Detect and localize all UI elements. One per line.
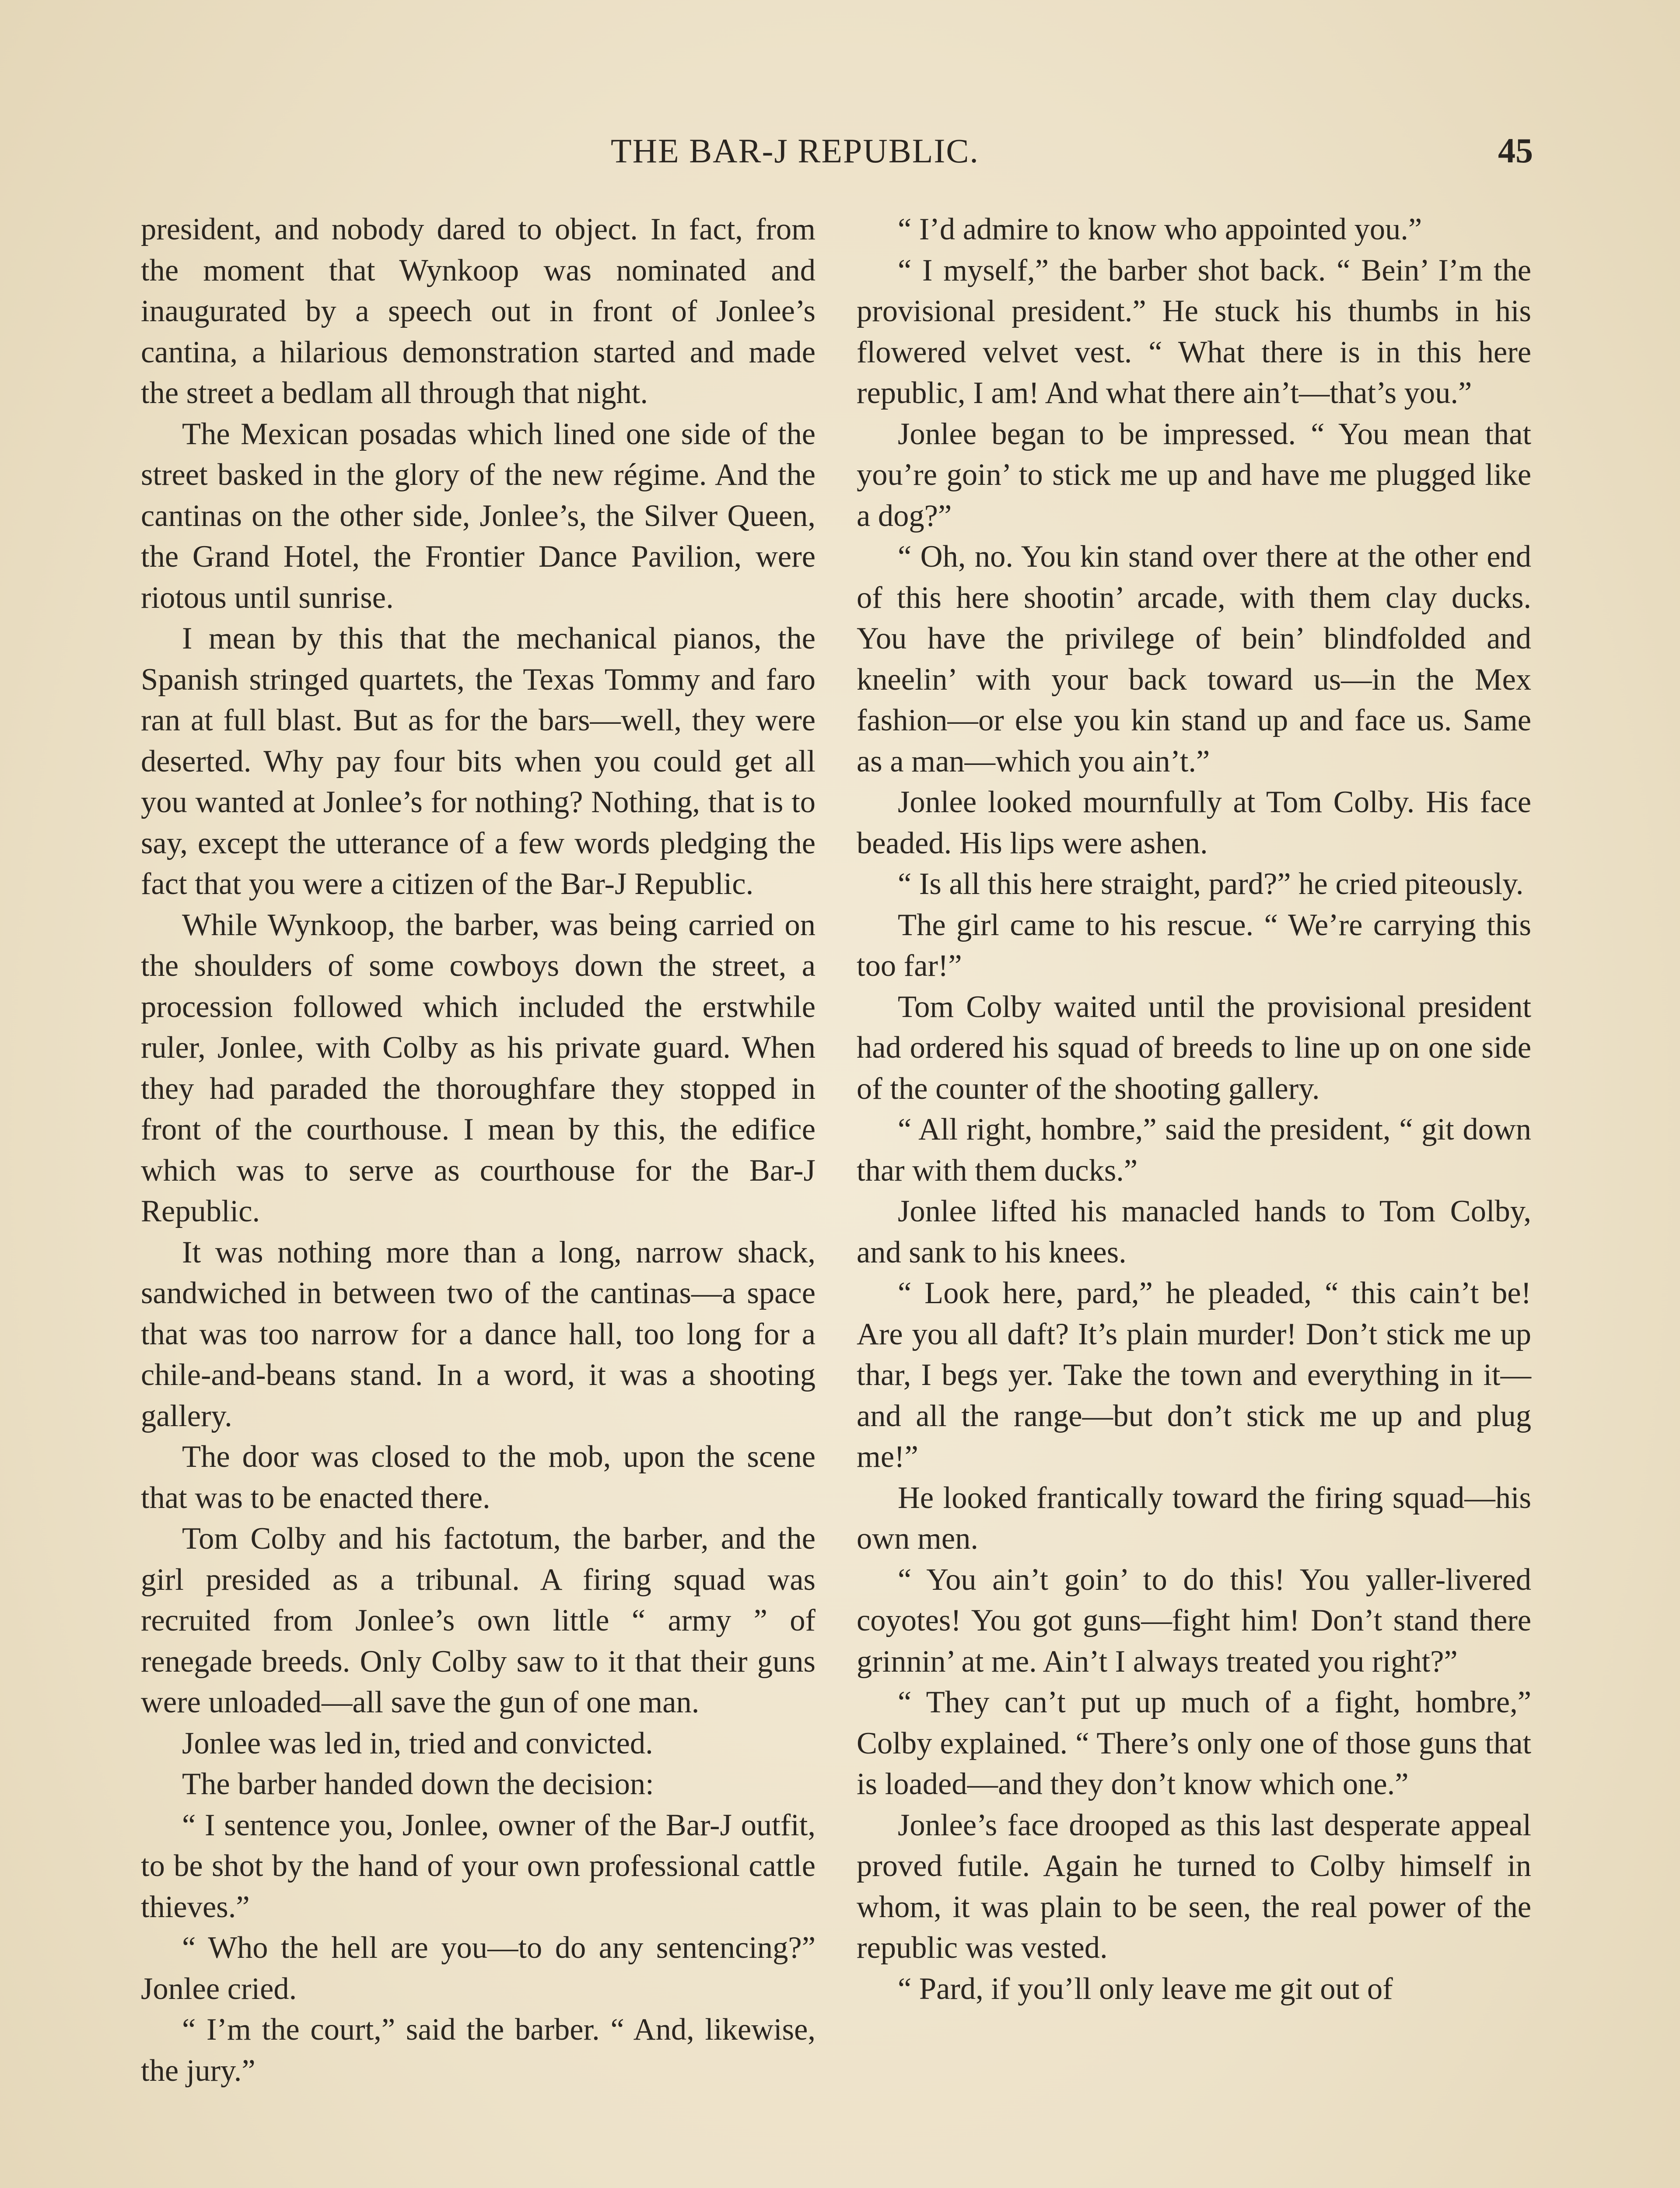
left-column-paragraph: “ I sentence you, Jonlee, owner of the Bar-J outfit, to be shot by the hand of your own professional cattle thieves.” [141, 1808, 816, 1924]
left-column-paragraph: The door was closed to the mob, upon the scene that was to be enacted there. [141, 1440, 816, 1515]
right-column-paragraph: The girl came to his rescue. “ We’re carrying this too far!” [857, 908, 1531, 983]
right-column-paragraph: “ You ain’t goin’ to do this! You yaller-livered coyotes! You got guns—fight him! Don’t stand there grinnin’ at me. Ain’t I always treated you right?” [857, 1562, 1531, 1679]
right-column-paragraph: “ Look here, pard,” he pleaded, “ this cain’t be! Are you all daft? It’s plain murder! Don’t stick me up thar, I begs yer. Take the town and everything in it—and all the range—but don’t stick me up and plug me!” [857, 1276, 1531, 1474]
left-column-paragraph: I mean by this that the mechanical pianos, the Spanish stringed quartets, the Texas Tommy and faro ran at full blast. But as for the bars—well, they were deserted. Why pay four bits when you could get all you wanted at Jonlee’s for nothing? Nothing, that is to say, except the utterance of a few words pledging the fact that you were a citizen of the Bar-J Republic. [141, 621, 816, 901]
left-column-paragraph: The barber handed down the decision: [182, 1767, 654, 1801]
right-column-paragraph: Jonlee’s face drooped as this last desperate appeal proved futile. Again he turned to Colby himself in whom, it was plain to be seen, the real power of the republic was vested. [857, 1808, 1531, 1965]
left-column-paragraph: “ Who the hell are you—to do any sentencing?” Jonlee cried. [141, 1931, 816, 2006]
left-column-paragraph: president, and nobody dared to object. In fact, from the moment that Wynkoop was nominated and inaugurated by a speech out in front of Jonlee’s cantina, a hilarious demonstration started and made the street a bedlam all through that night. [141, 212, 816, 410]
right-column-paragraph: Jonlee lifted his manacled hands to Tom Colby, and sank to his knees. [857, 1194, 1531, 1269]
right-column-paragraph: “ They can’t put up much of a fight, hombre,” Colby explained. “ There’s only one of those guns that is loaded—and they don’t know which one.” [857, 1685, 1531, 1801]
right-column-paragraph: Jonlee looked mournfully at Tom Colby. His face beaded. His lips were ashen. [857, 785, 1531, 860]
right-text-column [857, 209, 1531, 2009]
right-column-paragraph: “ Pard, if you’ll only leave me git out of [898, 1971, 1393, 2006]
left-column-paragraph: “ I’m the court,” said the barber. “ And, likewise, the jury.” [141, 2013, 816, 2088]
right-column-paragraph: Tom Colby waited until the provisional president had ordered his squad of breeds to line up on one side of the counter of the shooting gallery. [857, 989, 1531, 1106]
left-text-column [141, 209, 816, 2091]
left-column-paragraph: It was nothing more than a long, narrow shack, sandwiched in between two of the cantinas—a space that was too narrow for a dance hall, too long for a chile-and-beans stand. In a word, it was a shooting gallery. [141, 1235, 816, 1433]
right-column-paragraph: He looked frantically toward the firing squad—his own men. [857, 1480, 1531, 1556]
right-column-paragraph: Jonlee began to be impressed. “ You mean that you’re goin’ to stick me up and have me plugged like a dog?” [857, 417, 1531, 533]
right-column-paragraph: “ I’d admire to know who appointed you.” [898, 212, 1422, 246]
right-column-paragraph: “ All right, hombre,” said the president, “ git down thar with them ducks.” [857, 1112, 1531, 1188]
left-column-paragraph: Jonlee was led in, tried and convicted. [182, 1726, 653, 1760]
left-column-paragraph: While Wynkoop, the barber, was being carried on the shoulders of some cowboys down the street, a procession followed which included the erstwhile ruler, Jonlee, with Colby as his private guard. When they had paraded the thoroughfare they stopped in front of the courthouse. I mean by this, the edifice which was to serve as courthouse for the Bar-J Republic. [141, 908, 816, 1228]
left-column-paragraph: Tom Colby and his factotum, the barber, and the girl presided as a tribunal. A firing squad was recruited from Jonlee’s own little “ army ” of renegade breeds. Only Colby saw to it that their guns were unloaded—all save the gun of one man. [141, 1522, 816, 1719]
running-head-title: THE BAR-J REPUBLIC. [611, 132, 979, 170]
left-column-paragraph: The Mexican posadas which lined one side of the street basked in the glory of the new régime. And the cantinas on the other side, Jonlee’s, the Silver Queen, the Grand Hotel, the Frontier Dance Pavilion, were riotous until sunrise. [141, 417, 816, 615]
right-column-paragraph: “ I myself,” the barber shot back. “ Bein’ I’m the provisional president.” He stuck his thumbs in his flowered velvet vest. “ What there is in this here republic, I am! And what there ain’t—that’s you.” [857, 253, 1531, 410]
right-column-paragraph: “ Oh, no. You kin stand over there at the other end of this here shootin’ arcade, with them clay ducks. You have the privilege of bein’ blindfolded and kneelin’ with your back toward us—in the Mex fashion—or else you kin stand up and face us. Same as a man—which you ain’t.” [857, 540, 1531, 778]
page-number: 45 [1498, 132, 1533, 170]
right-column-paragraph: “ Is all this here straight, pard?” he cried piteously. [898, 867, 1524, 901]
